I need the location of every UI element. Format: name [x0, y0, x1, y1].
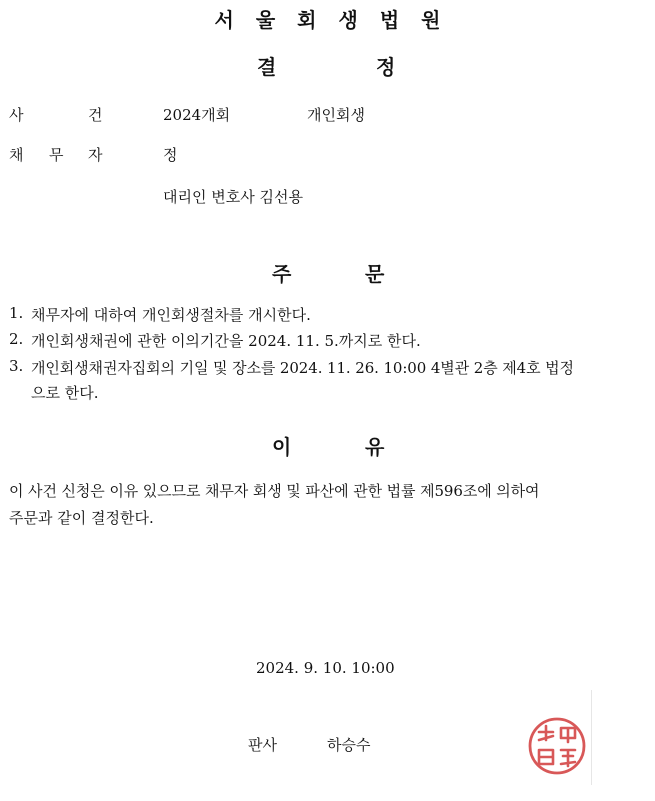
case-number: 2024개회: [163, 106, 231, 124]
debtor-label-char: 무: [49, 146, 64, 164]
court-name-char: 회: [297, 8, 317, 32]
debtor-label-char: 자: [88, 146, 103, 164]
order-item-text: 개인회생채권에 관한 이의기간을 2024. 11. 5.까지로 한다.: [31, 332, 421, 350]
case-label-char: 건: [88, 106, 103, 124]
debtor-label-char: 채: [9, 146, 24, 164]
order-item-number: 3.: [9, 357, 24, 375]
doc-type-right: 정: [376, 55, 396, 79]
representative: 대리인 변호사 김선용: [163, 188, 303, 206]
reason-line-1: 이 사건 신청은 이유 있으므로 채무자 회생 및 파산에 관한 법률 제596조에 의하여: [9, 482, 540, 500]
edge-divider: [591, 690, 592, 785]
order-item-number: 1.: [9, 304, 24, 322]
judge-name: 하승수: [327, 736, 371, 754]
court-name-char: 생: [338, 8, 358, 32]
case-label-char: 사: [9, 106, 24, 124]
court-name-char: 울: [255, 8, 276, 32]
order-title-left: 주: [272, 262, 292, 286]
order-item-text: 개인회생채권자집회의 기일 및 장소를 2024. 11. 26. 10:00 4별관 2층 제4호 법정: [31, 359, 574, 377]
court-name-char: 원: [421, 8, 441, 32]
order-item-continuation: 으로 한다.: [31, 384, 99, 402]
reason-title-right: 유: [365, 435, 385, 459]
judge-title: 판사: [248, 736, 277, 754]
order-item-text: 채무자에 대하여 개인회생절차를 개시한다.: [31, 306, 311, 324]
order-title-right: 문: [365, 262, 385, 286]
order-item-number: 2.: [9, 330, 24, 348]
debtor-name: 정: [163, 146, 178, 164]
court-name-char: 서: [214, 8, 234, 32]
case-kind: 개인회생: [307, 106, 365, 124]
reason-title-left: 이: [272, 435, 292, 459]
court-name-char: 법: [379, 8, 400, 32]
reason-line-2: 주문과 같이 결정한다.: [9, 509, 154, 527]
judge-seal-icon: [527, 716, 587, 776]
doc-type-left: 결: [257, 55, 277, 79]
decision-date: 2024. 9. 10. 10:00: [256, 659, 395, 677]
court-name: [0, 4, 655, 33]
